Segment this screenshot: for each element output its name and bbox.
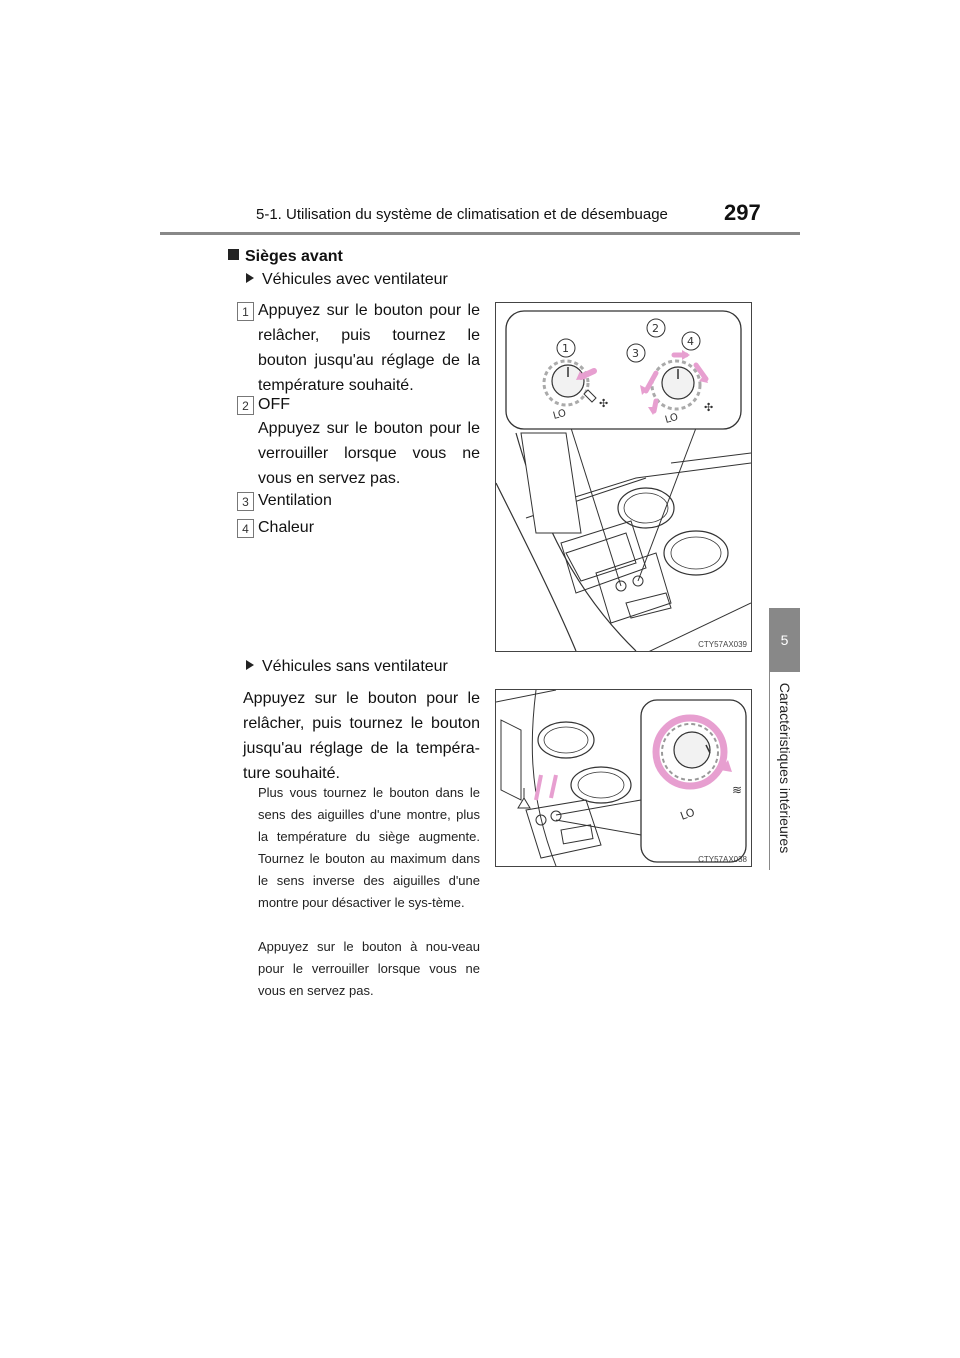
svg-text:✣: ✣: [599, 397, 609, 410]
item-title-2: OFF: [258, 396, 290, 413]
callout-3: [627, 344, 645, 362]
triangle-bullet-icon: [246, 273, 254, 283]
section-title: Sièges avant: [245, 248, 343, 265]
callout-1: [557, 339, 575, 357]
subheading-text: Véhicules sans ventilateur: [262, 658, 448, 675]
svg-text:✣: ✣: [704, 401, 714, 414]
callout-2: [647, 319, 665, 337]
item-number-4: 4: [237, 519, 254, 538]
callout-4: [682, 332, 700, 350]
item-number-3: 3: [237, 492, 254, 511]
svg-text:≋: ≋: [732, 783, 743, 797]
chapter-tab: [769, 608, 800, 672]
chapter-label-text: Caractéristiques intérieures: [777, 682, 793, 854]
chapter-number: 5: [780, 632, 789, 648]
item-number-1: 1: [237, 302, 254, 321]
item-text-1: Appuyez sur le bouton pour le relâcher, puis tournez le bouton jusqu'au réglage de la température souhaité.: [258, 302, 480, 394]
chapter-label: [763, 672, 807, 864]
callout-1-label: 1: [562, 342, 569, 355]
section-heading: [228, 248, 343, 266]
note-paragraph-2: Appuyez sur le bouton à nou-veau pour le verrouiller lorsque vous ne vous en servez pas.: [258, 939, 480, 998]
triangle-bullet-icon: [246, 660, 254, 670]
item-text-4: Chaleur: [258, 519, 315, 536]
header-title: 5-1. Utilisation du système de climatisation et de désembuage: [256, 206, 668, 223]
item-text-3: Ventilation: [258, 492, 332, 509]
item-number-2: 2: [237, 396, 254, 415]
page-number: 297: [724, 200, 761, 225]
figure-code-1: CTY57AX039: [698, 640, 747, 649]
figure-non-ventilated-console: [495, 689, 752, 867]
item-text-2: Appuyez sur le bouton pour le verrouiller lorsque vous ne vous en servez pas.: [258, 420, 480, 487]
header-rule: [160, 232, 800, 235]
knob-lo-label-3: LO: [678, 805, 697, 823]
callout-4-label: 4: [687, 335, 694, 348]
knob-lo-label-2: LO: [663, 411, 680, 426]
subheading-ventilated: [246, 271, 448, 289]
subheading-non-ventilated: [246, 658, 448, 676]
non-ventilated-text: Appuyez sur le bouton pour le relâcher, puis tournez le bouton jusqu'au réglage de la tempéra-ture souhaité.: [243, 690, 480, 782]
figure-code-2: CTY57AX038: [698, 855, 747, 864]
knob-lo-label-1: LO: [551, 407, 568, 422]
square-bullet-icon: [228, 249, 239, 260]
console-illustration: [496, 303, 751, 651]
subheading-text: Véhicules avec ventilateur: [262, 271, 448, 288]
note-paragraph-1: Plus vous tournez le bouton dans le sens des aiguilles d'une montre, plus la température du siège augmente. Tournez le bouton au maximum dans le sens inverse des aiguilles d'une montre pour désactiver le sys-tème.: [258, 785, 480, 910]
callout-2-label: 2: [652, 322, 659, 335]
figure-ventilated-console: [495, 302, 752, 652]
console-illustration-2: [496, 690, 751, 866]
callout-3-label: 3: [632, 347, 639, 360]
